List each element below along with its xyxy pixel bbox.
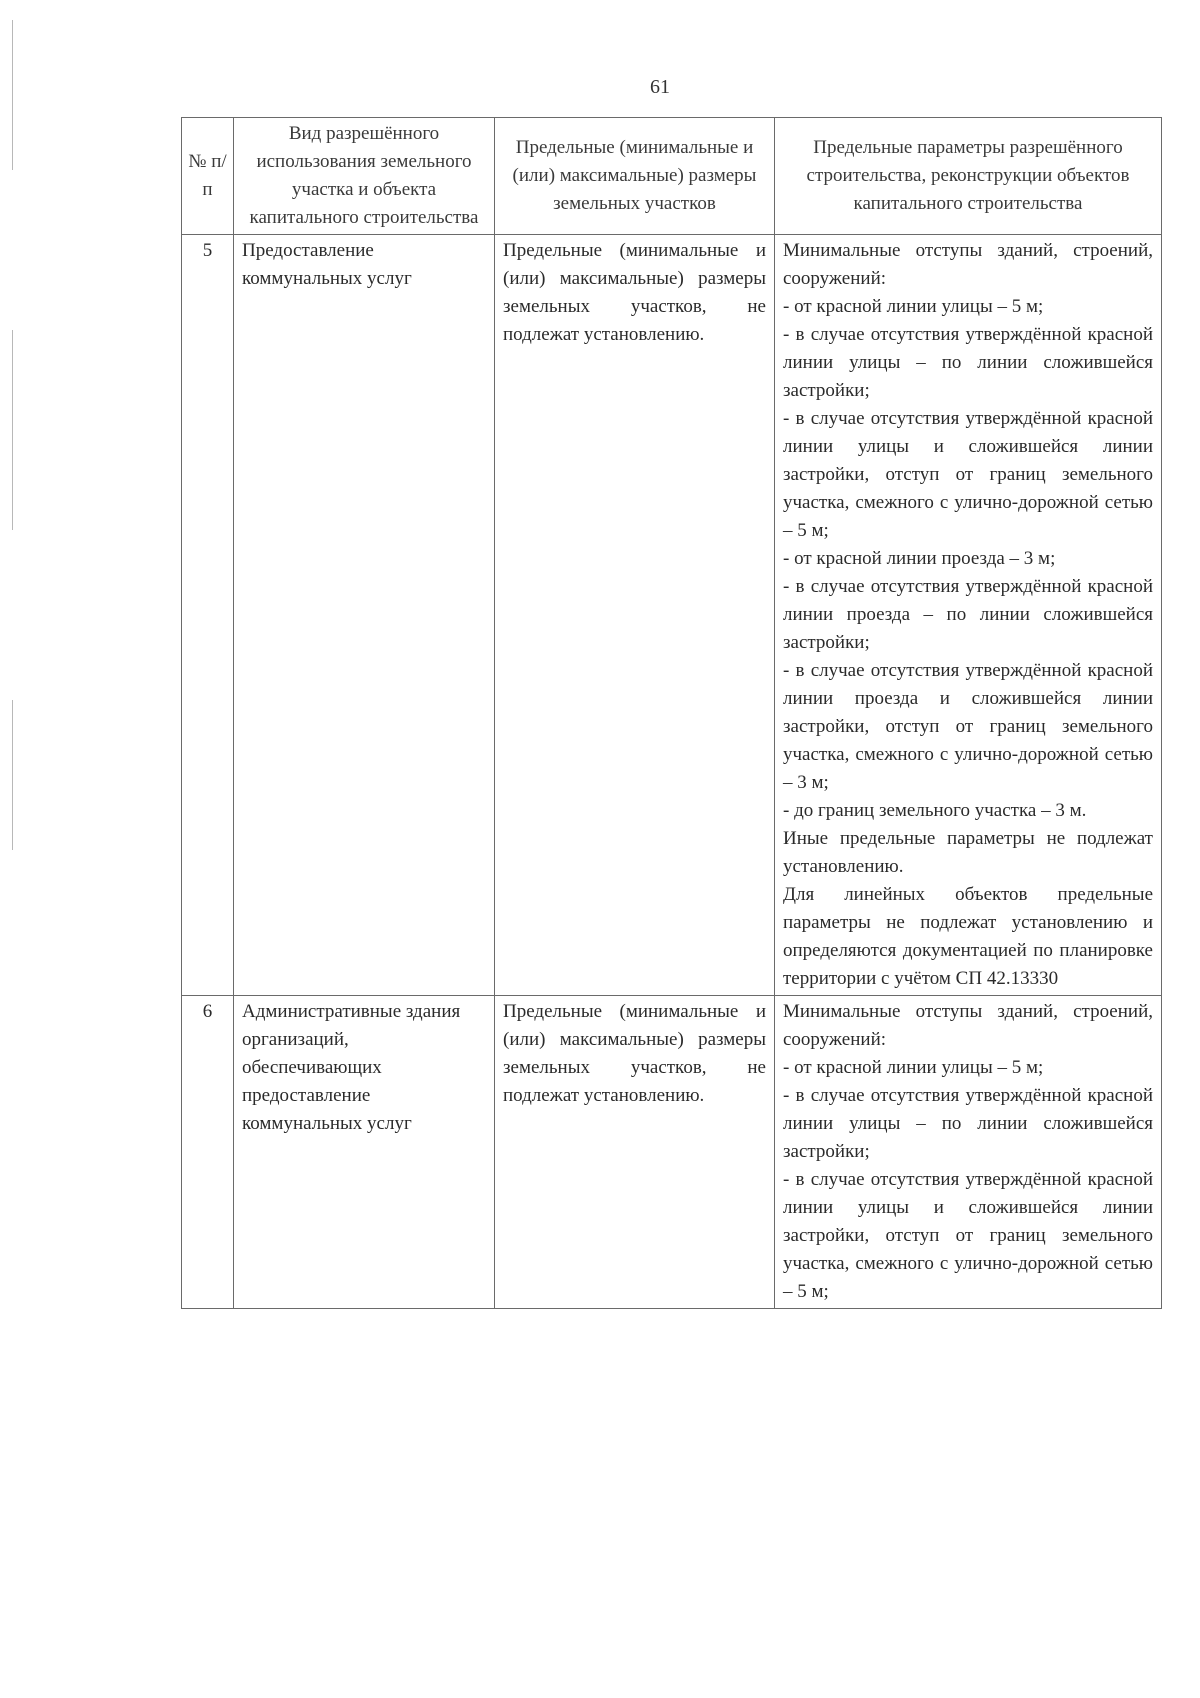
param-line: - до границ земельного участка – 3 м. [783,800,1087,821]
header-use-type: Вид разрешённого использования земельного участка и объекта капитального строительства [234,118,495,235]
table-row [182,996,1162,1309]
table-header-row [182,118,1162,235]
param-line: - в случае отсутствия утверждённой красной линии проезда и сложившейся линии застройки, отступ от границ земельного участка, смежного с улично-дорожной сетью – 3 м; [783,660,1153,793]
row-use-type: Предоставление коммунальных услуг [234,235,495,996]
param-line: - от красной линии улицы – 5 м; [783,1057,1044,1078]
row-number: 6 [182,996,234,1309]
param-line: Для линейных объектов предельные параметры не подлежат установлению и определяются документацией по планировке территории с учётом СП 42.13330 [783,884,1153,989]
row-build-params [775,996,1162,1309]
row-build-params [775,235,1162,996]
scan-edge-mark [12,330,13,530]
param-line: - в случае отсутствия утверждённой красной линии улицы – по линии сложившейся застройки; [783,1085,1153,1162]
param-line: Минимальные отступы зданий, строений, сооружений: [783,240,1153,289]
param-line: - от красной линии проезда – 3 м; [783,548,1056,569]
scan-edge-mark [12,700,13,850]
header-number: № п/п [182,118,234,235]
param-line: - в случае отсутствия утверждённой красной линии улицы и сложившейся линии застройки, отступ от границ земельного участка, смежного с улично-дорожной сетью – 5 м; [783,1169,1153,1302]
header-build-params: Предельные параметры разрешённого строительства, реконструкции объектов капитального строительства [775,118,1162,235]
table-row [182,235,1162,996]
param-line: - в случае отсутствия утверждённой красной линии улицы – по линии сложившейся застройки; [783,324,1153,401]
row-plot-size: Предельные (минимальные и (или) максимальные) размеры земельных участков, не подлежат установлению. [495,996,775,1309]
row-use-type: Административные здания организаций, обеспечивающих предоставление коммунальных услуг [234,996,495,1309]
param-line: Минимальные отступы зданий, строений, сооружений: [783,1001,1153,1050]
param-line: Иные предельные параметры не подлежат установлению. [783,828,1153,877]
zoning-table [181,117,1162,1309]
header-plot-size: Предельные (минимальные и (или) максимальные) размеры земельных участков [495,118,775,235]
param-line: - в случае отсутствия утверждённой красной линии улицы и сложившейся линии застройки, отступ от границ земельного участка, смежного с улично-дорожной сетью – 5 м; [783,408,1153,541]
param-line: - от красной линии улицы – 5 м; [783,296,1044,317]
row-plot-size: Предельные (минимальные и (или) максимальные) размеры земельных участков, не подлежат установлению. [495,235,775,996]
row-number: 5 [182,235,234,996]
param-line: - в случае отсутствия утверждённой красной линии проезда – по линии сложившейся застройки; [783,576,1153,653]
page-number: 61 [650,76,670,98]
